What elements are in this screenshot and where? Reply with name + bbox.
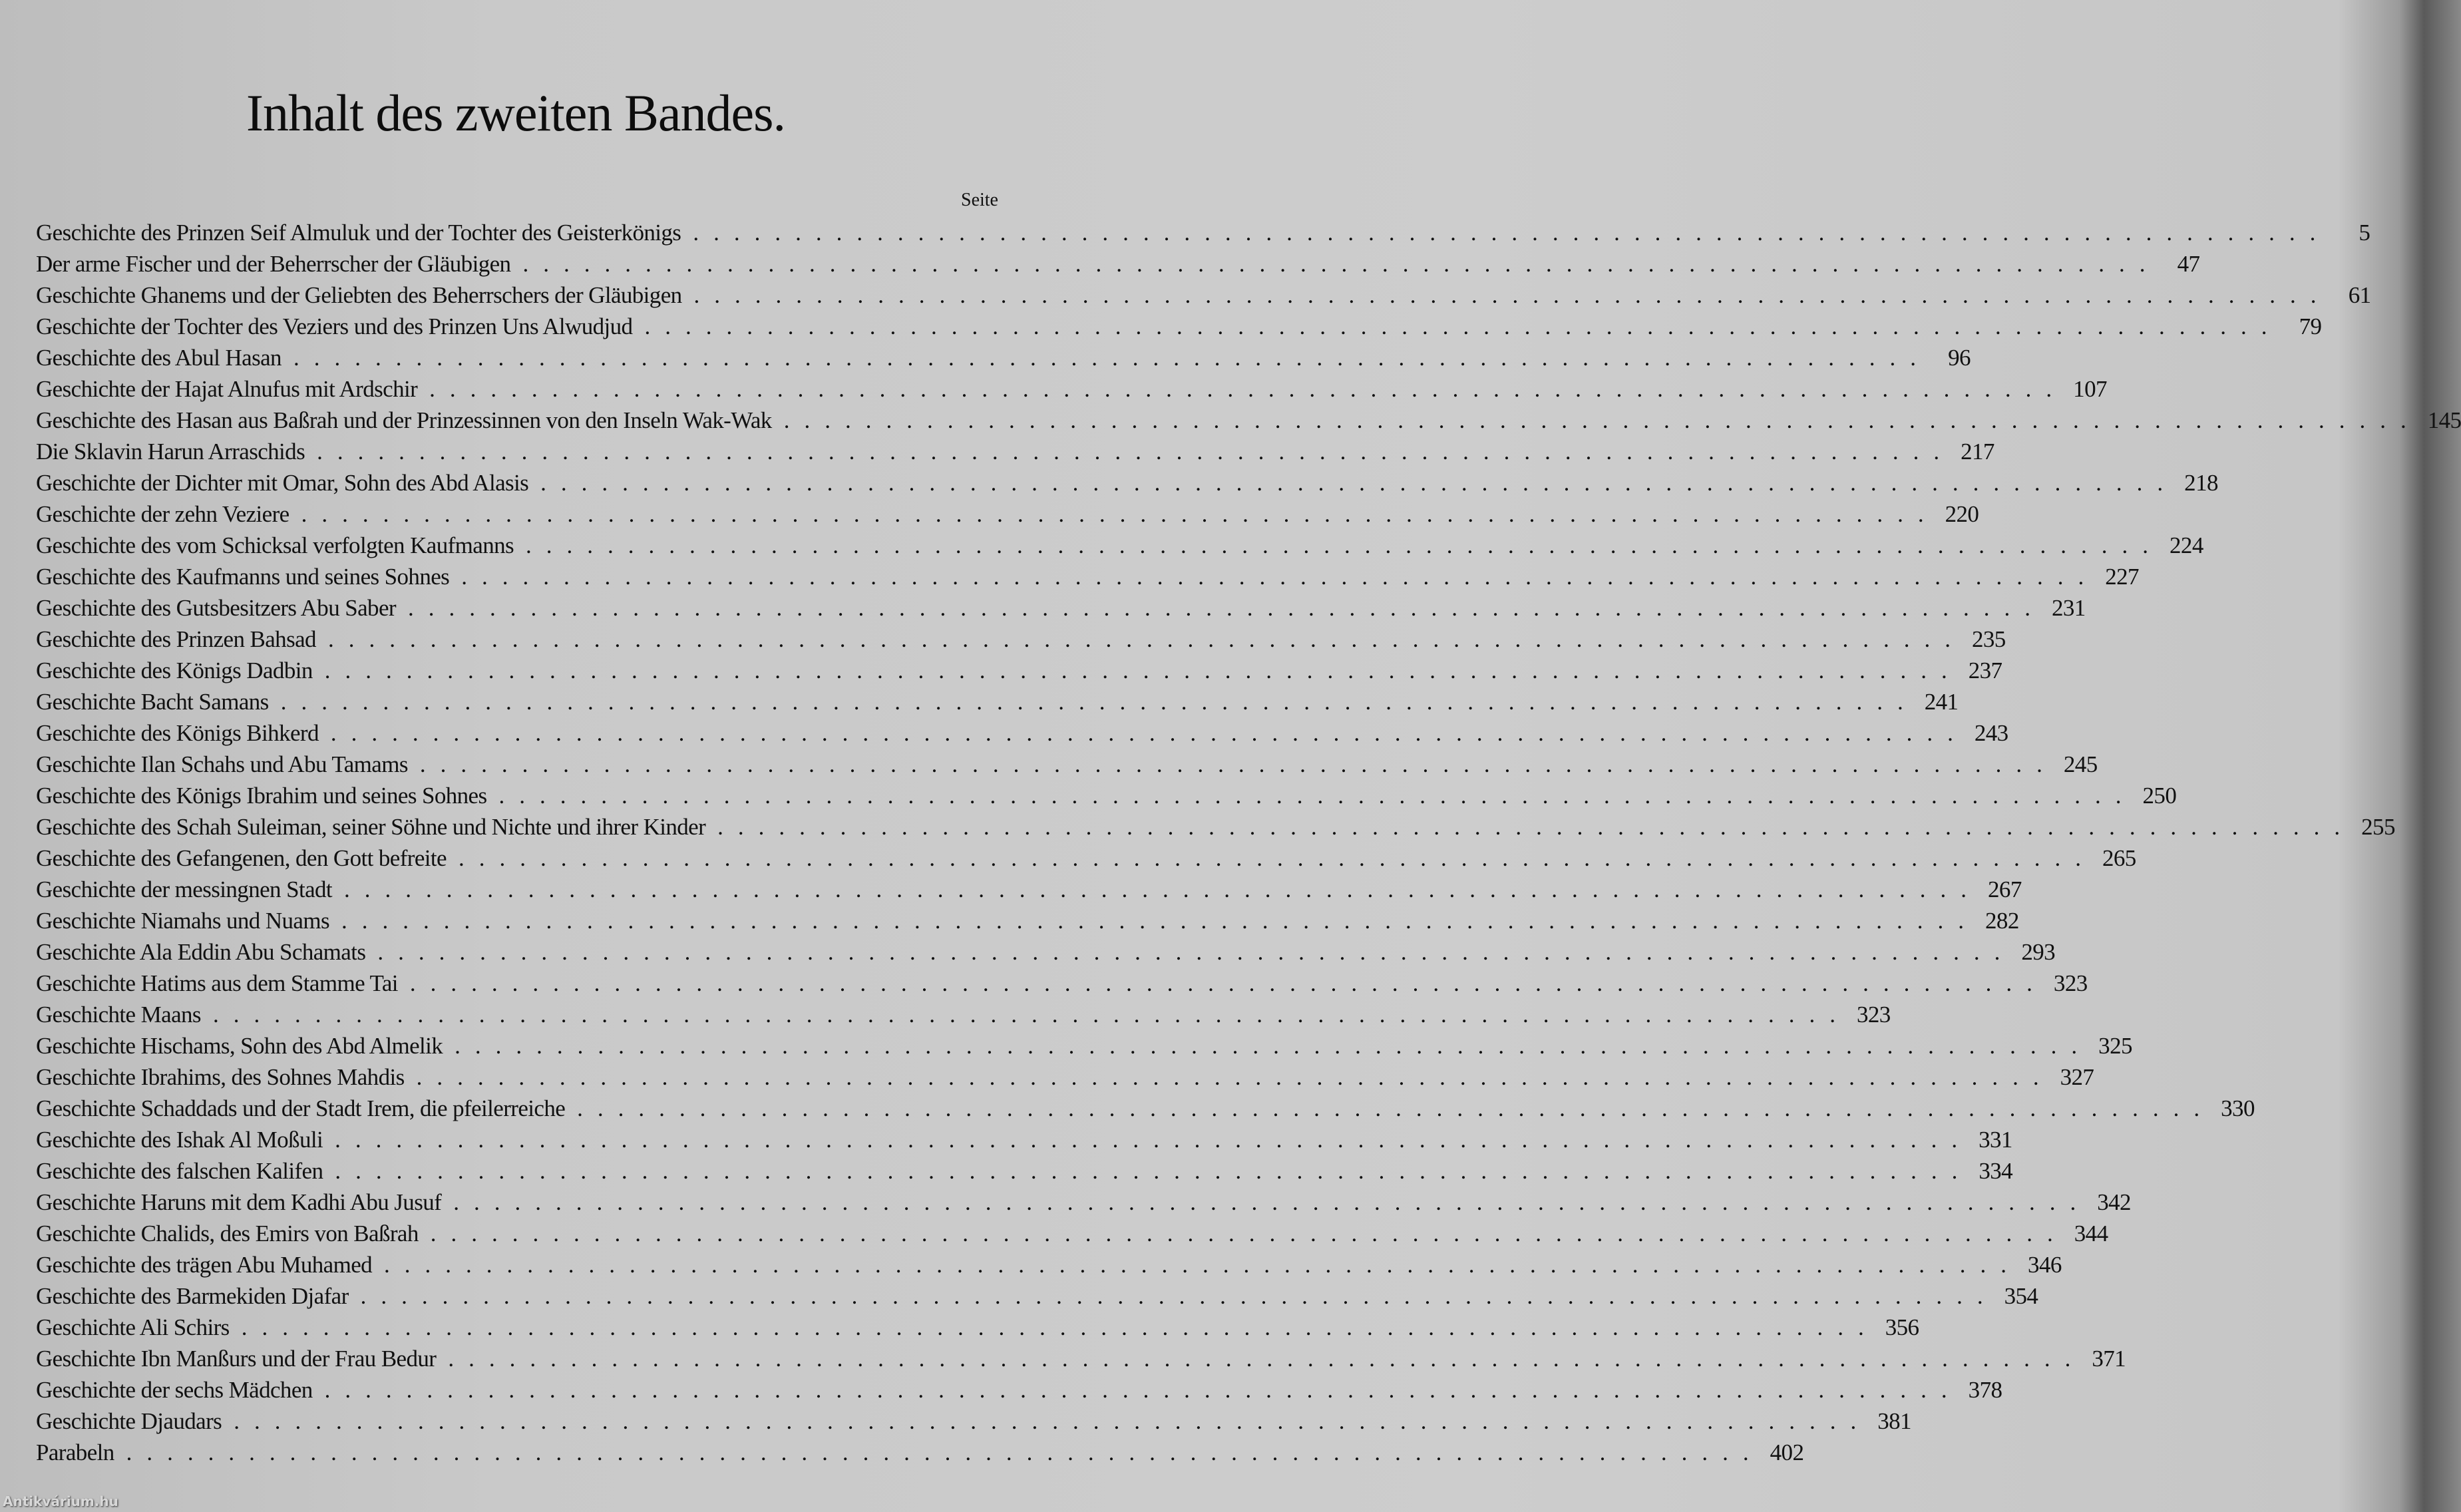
toc-entry <box>36 470 2218 501</box>
toc-entry <box>36 1002 1891 1033</box>
entry-page: 402 <box>1770 1439 1804 1465</box>
dot-leader: ................................................................................ <box>430 1221 2068 1246</box>
entry-title: Geschichte Bacht Samans <box>36 689 269 715</box>
dot-leader: ................................................................................ <box>407 595 2045 621</box>
table-of-contents <box>36 220 2461 1471</box>
toc-entry <box>36 970 2088 1002</box>
toc-entry <box>36 689 1959 720</box>
toc-entry <box>36 1252 2062 1283</box>
entry-title: Geschichte Ibrahims, des Sohnes Mahdis <box>36 1064 405 1090</box>
toc-entry <box>36 313 2322 345</box>
entry-page: 241 <box>1924 689 1959 715</box>
toc-entry <box>36 439 1994 470</box>
entry-title: Geschichte der messingnen Stadt <box>36 876 333 902</box>
entry-page: 327 <box>2060 1064 2094 1090</box>
entry-title: Geschichte Djaudars <box>36 1408 222 1434</box>
entry-page: 354 <box>2004 1283 2038 1309</box>
dot-leader: ................................................................................ <box>324 1377 1962 1403</box>
entry-page: 227 <box>2105 564 2139 590</box>
toc-entry <box>36 282 2371 313</box>
entry-title: Geschichte des Gutsbesitzers Abu Saber <box>36 595 396 621</box>
entry-title: Geschichte Ghanems und der Geliebten des Beherrschers der Gläubigen <box>36 282 682 308</box>
toc-entry <box>36 783 2177 814</box>
entry-title: Geschichte des Ishak Al Moßuli <box>36 1127 323 1153</box>
entry-page: 334 <box>1979 1158 2013 1184</box>
toc-entry <box>36 1314 1919 1346</box>
toc-entry <box>36 1127 2012 1158</box>
entry-page: 325 <box>2098 1033 2132 1059</box>
dot-leader: ................................................................................ <box>526 532 2164 558</box>
dot-leader: ................................................................................ <box>455 1033 2092 1059</box>
entry-page: 224 <box>2170 532 2203 558</box>
toc-entry <box>36 1064 2094 1095</box>
entry-title: Geschichte des Schah Suleiman, seiner Söhne und Nichte und ihrer Kinder <box>36 814 706 840</box>
dot-leader: ................................................................................ <box>458 845 2096 871</box>
dot-leader: ................................................................................ <box>577 1095 2215 1121</box>
entry-title: Geschichte Hatims aus dem Stamme Tai <box>36 970 398 996</box>
toc-entry <box>36 564 2139 595</box>
entry-title: Geschichte Schaddads und der Stadt Irem, die pfeilerreiche <box>36 1095 566 1121</box>
toc-entry <box>36 407 2461 439</box>
entry-title: Geschichte des Prinzen Seif Almuluk und der Tochter des Geisterkönigs <box>36 220 681 246</box>
entry-title: Geschichte der zehn Veziere <box>36 501 289 527</box>
dot-leader: ................................................................................ <box>335 1127 1973 1153</box>
entry-title: Geschichte des falschen Kalifen <box>36 1158 323 1184</box>
dot-leader: ................................................................................ <box>644 313 2282 339</box>
toc-entry <box>36 626 2006 658</box>
dot-leader: ................................................................................ <box>419 751 2057 777</box>
entry-page: 371 <box>2092 1346 2126 1372</box>
entry-page: 293 <box>2021 939 2056 965</box>
dot-leader: ................................................................................ <box>693 220 2331 246</box>
entry-page: 61 <box>2348 282 2371 308</box>
toc-entry <box>36 939 2056 970</box>
toc-entry <box>36 1408 1911 1439</box>
toc-entry <box>36 845 2136 876</box>
toc-entry <box>36 251 2200 282</box>
toc-entry <box>36 1033 2132 1064</box>
dot-leader: ................................................................................ <box>330 720 1968 746</box>
entry-title: Geschichte Niamahs und Nuams <box>36 908 330 934</box>
entry-title: Geschichte des Königs Dadbin <box>36 658 313 683</box>
entry-page: 243 <box>1974 720 2008 746</box>
dot-leader: ................................................................................ <box>717 814 2355 840</box>
entry-title: Geschichte Ilan Schahs und Abu Tamams <box>36 751 408 777</box>
dot-leader: ................................................................................ <box>384 1252 2022 1278</box>
entry-title: Geschichte des Kaufmanns und seines Sohnes <box>36 564 450 590</box>
dot-leader: ................................................................................ <box>416 1064 2054 1090</box>
toc-entry <box>36 876 2022 908</box>
dot-leader: ................................................................................ <box>522 251 2160 277</box>
dot-leader: ................................................................................ <box>498 783 2136 809</box>
entry-page: 220 <box>1945 501 1979 527</box>
dot-leader: ................................................................................ <box>461 564 2099 590</box>
toc-entry <box>36 720 2008 751</box>
entry-page: 323 <box>1856 1002 1891 1028</box>
dot-leader: ................................................................................ <box>293 345 1931 371</box>
dot-leader: ................................................................................ <box>448 1346 2086 1372</box>
entry-page: 218 <box>2184 470 2218 496</box>
entry-page: 282 <box>1985 908 2019 934</box>
dot-leader: ................................................................................ <box>234 1408 1871 1434</box>
toc-entry <box>36 814 2395 845</box>
entry-page: 237 <box>1968 658 2002 683</box>
toc-entry <box>36 908 2019 939</box>
entry-page: 323 <box>2053 970 2088 996</box>
dot-leader: ................................................................................ <box>327 626 1965 652</box>
toc-entry <box>36 1346 2126 1377</box>
entry-page: 79 <box>2299 313 2322 339</box>
entry-title: Geschichte des vom Schicksal verfolgten Kaufmanns <box>36 532 514 558</box>
toc-entry <box>36 1221 2108 1252</box>
dot-leader: ................................................................................ <box>693 282 2331 308</box>
dot-leader: ................................................................................ <box>540 470 2178 496</box>
entry-page: 5 <box>2359 220 2370 246</box>
dot-leader: ................................................................................ <box>126 1439 1764 1465</box>
page-column-header: Seite <box>961 190 998 210</box>
entry-page: 331 <box>1979 1127 2012 1153</box>
entry-page: 265 <box>2102 845 2136 871</box>
dot-leader: ................................................................................ <box>280 689 1918 715</box>
entry-page: 250 <box>2142 783 2177 809</box>
page-title: Inhalt des zweiten Bandes. <box>246 84 786 142</box>
entry-page: 217 <box>1961 439 1994 465</box>
entry-title: Geschichte Ali Schirs <box>36 1314 230 1340</box>
entry-title: Geschichte Hischams, Sohn des Abd Almelik <box>36 1033 443 1059</box>
toc-entry <box>36 1095 2255 1127</box>
toc-entry <box>36 345 1971 376</box>
entry-title: Geschichte des trägen Abu Muhamed <box>36 1252 373 1278</box>
dot-leader: ................................................................................ <box>429 376 2067 402</box>
entry-title: Geschichte des Hasan aus Baßrah und der Prinzessinnen von den Inseln Wak-Wak <box>36 407 772 433</box>
entry-page: 342 <box>2097 1189 2131 1215</box>
dot-leader: ................................................................................ <box>453 1189 2091 1215</box>
entry-title: Geschichte des Gefangenen, den Gott befreite <box>36 845 447 871</box>
toc-entry <box>36 1439 1804 1471</box>
entry-page: 346 <box>2028 1252 2062 1278</box>
entry-page: 255 <box>2361 814 2395 840</box>
entry-page: 107 <box>2073 376 2107 402</box>
entry-page: 381 <box>1877 1408 1911 1434</box>
toc-entry <box>36 1158 2013 1189</box>
entry-title: Parabeln <box>36 1439 114 1465</box>
entry-title: Geschichte der Tochter des Veziers und des Prinzen Uns Alwudjud <box>36 313 633 339</box>
entry-title: Geschichte des Königs Bihkerd <box>36 720 319 746</box>
entry-title: Geschichte Haruns mit dem Kadhi Abu Jusuf <box>36 1189 442 1215</box>
entry-title: Geschichte Maans <box>36 1002 201 1028</box>
entry-title: Die Sklavin Harun Arraschids <box>36 439 305 465</box>
toc-entry <box>36 532 2203 564</box>
toc-entry <box>36 1283 2038 1314</box>
entry-page: 145 <box>2427 407 2461 433</box>
entry-page: 231 <box>2051 595 2086 621</box>
toc-entry <box>36 376 2107 407</box>
toc-entry <box>36 751 2098 783</box>
entry-title: Geschichte des Königs Ibrahim und seines Sohnes <box>36 783 487 809</box>
dot-leader: ................................................................................ <box>241 1314 1879 1340</box>
dot-leader: ................................................................................ <box>212 1002 1850 1028</box>
dot-leader: ................................................................................ <box>783 407 2421 433</box>
toc-entry <box>36 1189 2131 1221</box>
dot-leader: ................................................................................ <box>317 439 1955 465</box>
dot-leader: ................................................................................ <box>301 501 1939 527</box>
dot-leader: ................................................................................ <box>409 970 2047 996</box>
dot-leader: ................................................................................ <box>360 1283 1998 1309</box>
entry-title: Geschichte der Hajat Alnufus mit Ardschir <box>36 376 418 402</box>
toc-entry <box>36 220 2370 251</box>
dot-leader: ................................................................................ <box>341 908 1979 934</box>
entry-title: Der arme Fischer und der Beherrscher der Gläubigen <box>36 251 511 277</box>
entry-page: 267 <box>1988 876 2022 902</box>
watermark: Antikvárium.hu <box>3 1493 118 1509</box>
entry-page: 330 <box>2221 1095 2255 1121</box>
toc-entry <box>36 501 1979 532</box>
entry-title: Geschichte des Barmekiden Djafar <box>36 1283 349 1309</box>
entry-page: 356 <box>1885 1314 1919 1340</box>
entry-title: Geschichte Chalids, des Emirs von Baßrah <box>36 1221 419 1246</box>
entry-page: 96 <box>1948 345 1971 371</box>
entry-title: Geschichte der sechs Mädchen <box>36 1377 313 1403</box>
entry-page: 245 <box>2063 751 2098 777</box>
entry-page: 235 <box>1971 626 2006 652</box>
entry-page: 47 <box>2177 251 2200 277</box>
entry-page: 344 <box>2074 1221 2108 1246</box>
entry-title: Geschichte Ibn Manßurs und der Frau Bedur <box>36 1346 437 1372</box>
toc-entry <box>36 658 2002 689</box>
toc-entry <box>36 1377 2002 1408</box>
toc-entry <box>36 595 2086 626</box>
entry-title: Geschichte Ala Eddin Abu Schamats <box>36 939 366 965</box>
dot-leader: ................................................................................ <box>344 876 1982 902</box>
dot-leader: ................................................................................ <box>324 658 1962 683</box>
entry-page: 378 <box>1968 1377 2002 1403</box>
entry-title: Geschichte des Abul Hasan <box>36 345 282 371</box>
dot-leader: ................................................................................ <box>335 1158 1973 1184</box>
entry-title: Geschichte des Prinzen Bahsad <box>36 626 316 652</box>
entry-title: Geschichte der Dichter mit Omar, Sohn des Abd Alasis <box>36 470 529 496</box>
dot-leader: ................................................................................ <box>377 939 2015 965</box>
